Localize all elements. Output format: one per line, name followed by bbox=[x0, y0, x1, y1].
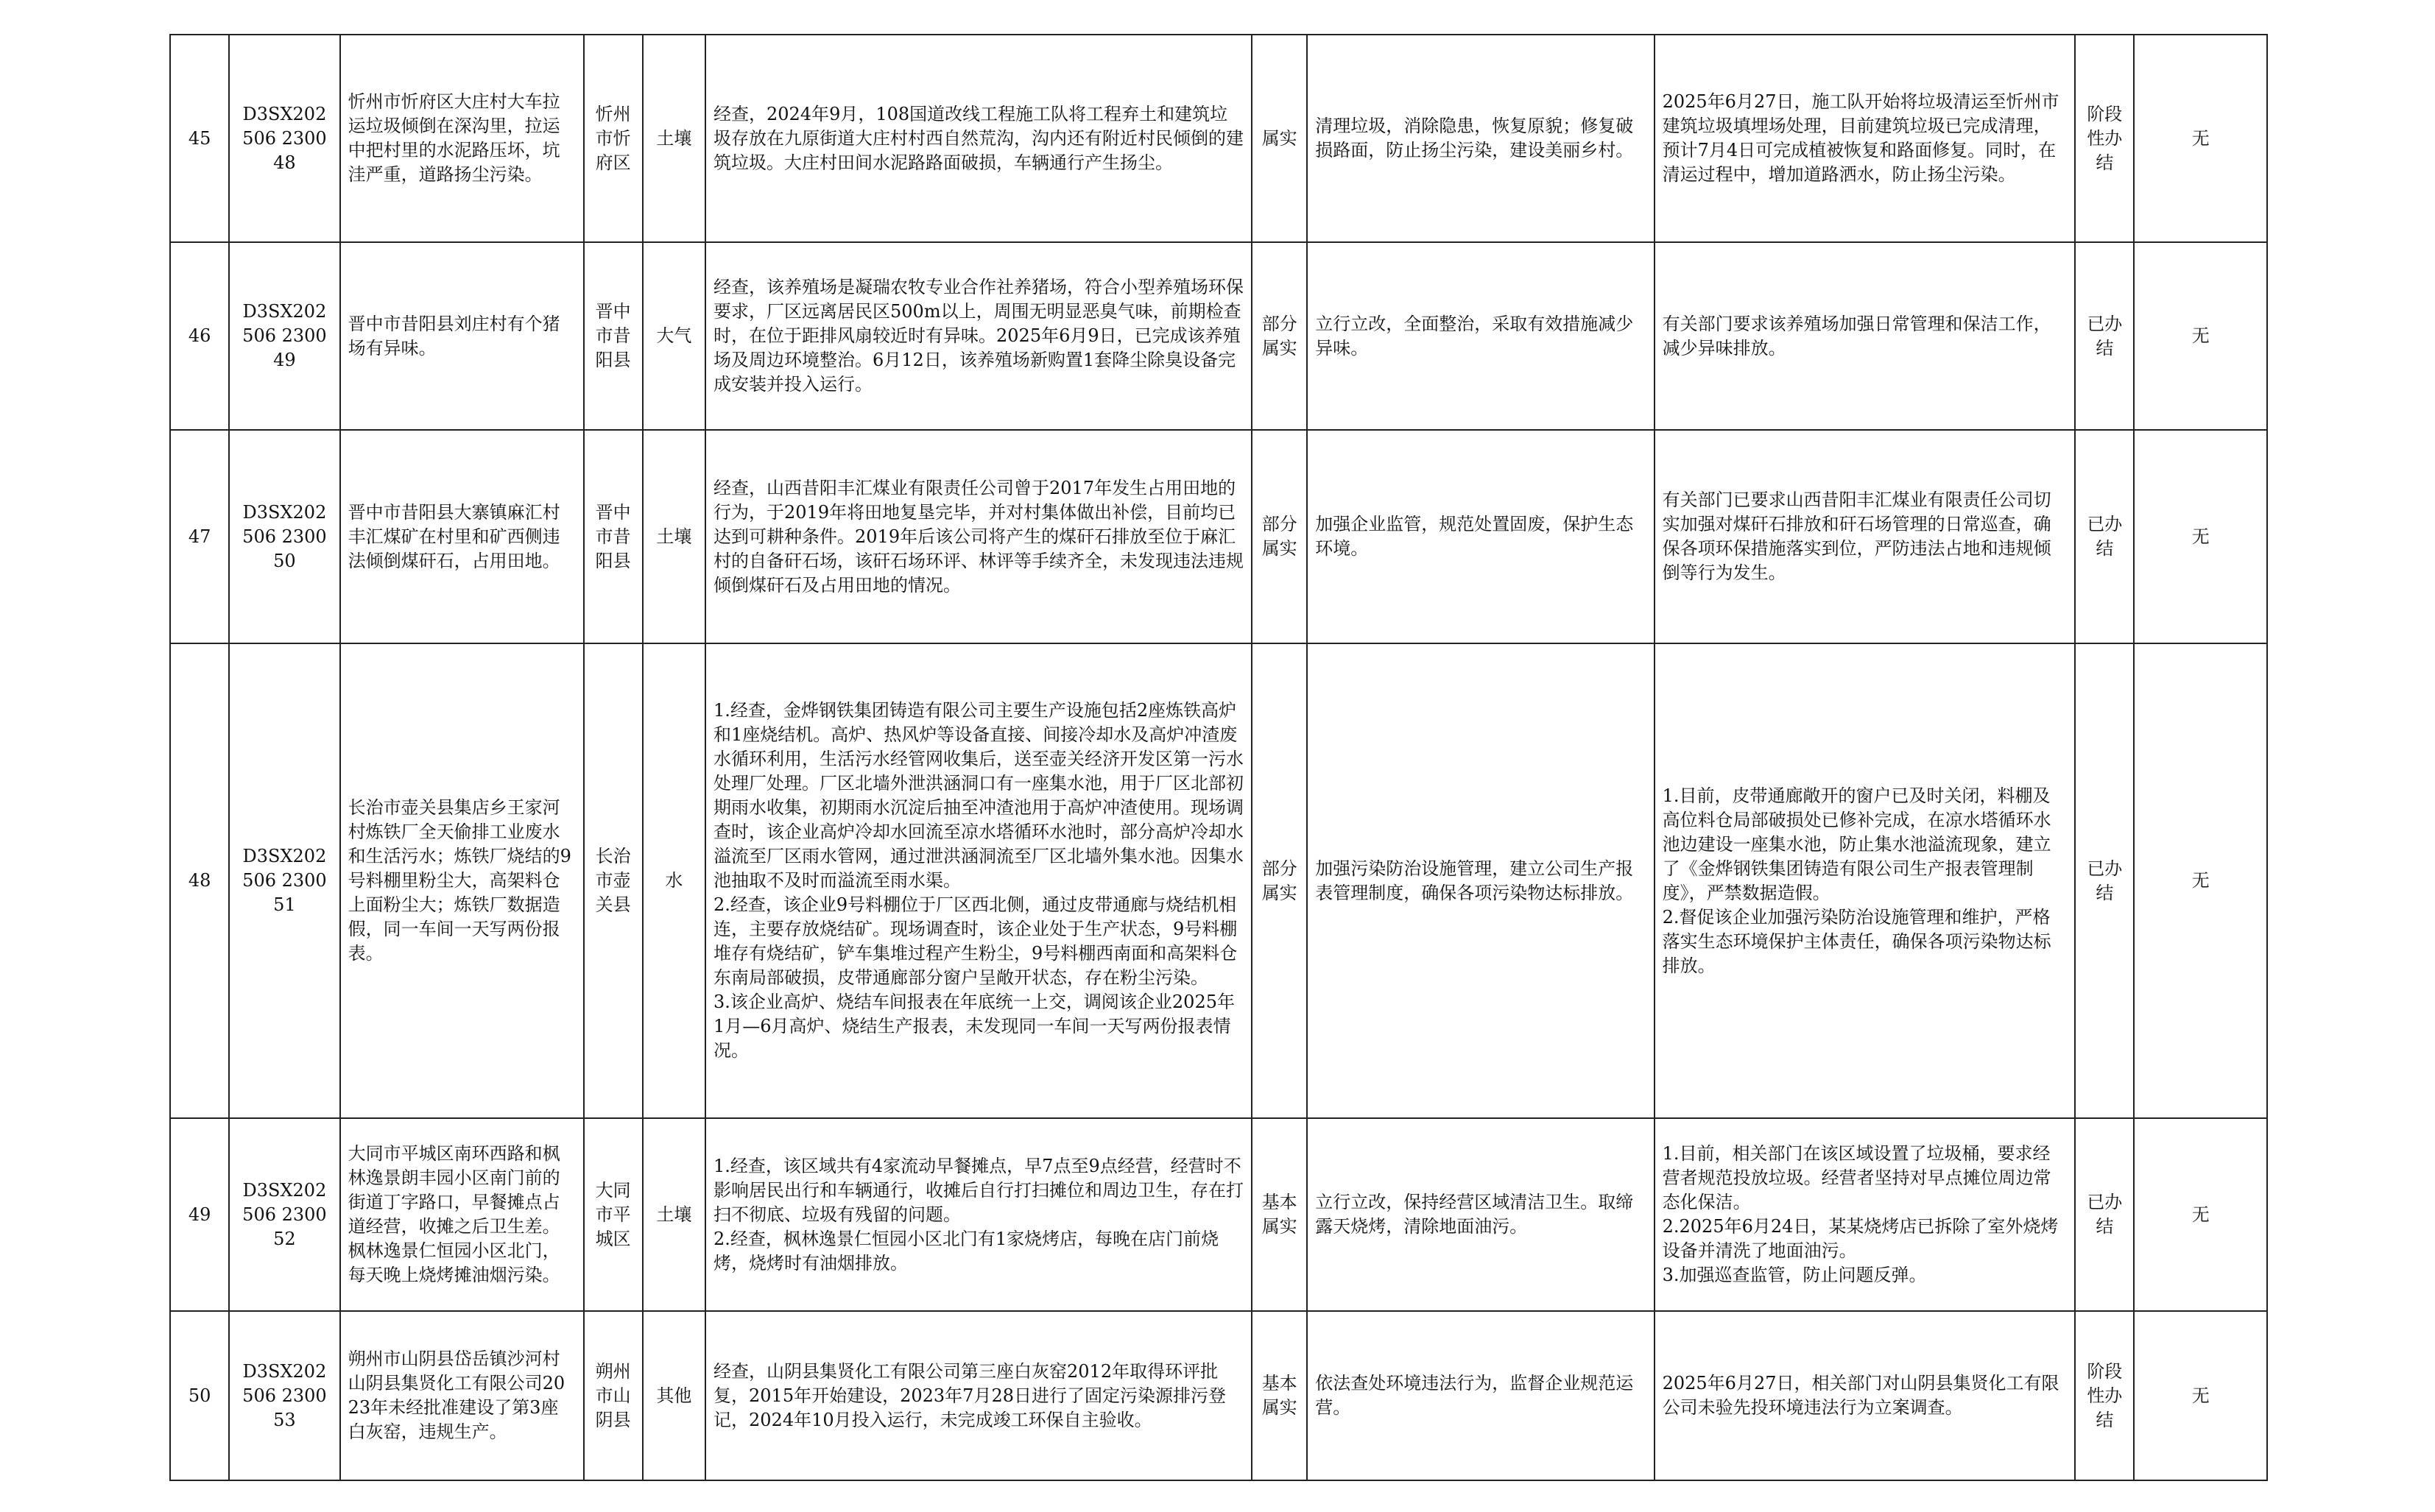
pollution-category: 土壤 bbox=[643, 430, 705, 643]
rectification-result: 有关部门已要求山西昔阳丰汇煤业有限责任公司切实加强对煤矸石排放和矸石场管理的日常巡查，确保各项环保措施落实到位，严防违法占地和违规倾倒等行为发生。 bbox=[1655, 430, 2076, 643]
row-number: 46 bbox=[170, 242, 229, 430]
table-row bbox=[170, 1118, 2267, 1311]
city-district: 朔州市山阴县 bbox=[584, 1311, 643, 1480]
rectification-result: 有关部门要求该养殖场加强日常管理和保洁工作，减少异味排放。 bbox=[1655, 242, 2076, 430]
rectification-requirement: 立行立改，保持经营区域清洁卫生。取缔露天烧烤，清除地面油污。 bbox=[1307, 1118, 1654, 1311]
row-number: 49 bbox=[170, 1118, 229, 1311]
rectification-result: 2025年6月27日，施工队开始将垃圾清运至忻州市建筑垃圾填埋场处理，目前建筑垃圾已完成清理，预计7月4日可完成植被恢复和路面修复。同时，在清运过程中，增加道路洒水，防止扬尘污染。 bbox=[1655, 35, 2076, 242]
case-code: D3SX202506 230053 bbox=[229, 1311, 339, 1480]
row-number: 48 bbox=[170, 643, 229, 1118]
investigation-finding: 经查，2024年9月，108国道改线工程施工队将工程弃土和建筑垃圾存放在九原街道大庄村村西自然荒沟，沟内还有附近村民倾倒的建筑垃圾。大庄村田间水泥路路面破损，车辆通行产生扬尘。 bbox=[705, 35, 1252, 242]
table-row bbox=[170, 430, 2267, 643]
case-code: D3SX202506 230050 bbox=[229, 430, 339, 643]
pollution-category: 土壤 bbox=[643, 1118, 705, 1311]
accountability-note: 无 bbox=[2134, 430, 2267, 643]
problem-text: 晋中市昔阳县刘庄村有个猪场有异味。 bbox=[340, 242, 584, 430]
verdict: 部分属实 bbox=[1252, 643, 1307, 1118]
table-row bbox=[170, 242, 2267, 430]
verdict: 部分属实 bbox=[1252, 430, 1307, 643]
rectification-result: 1.目前，相关部门在该区域设置了垃圾桶，要求经营者规范投放垃圾。经营者坚持对早点摊位周边常态化保洁。 2.2025年6月24日，某某烧烤店已拆除了室外烧烤设备并清洗了地面油污。 3.加强巡查监管，防止问题反弹。 bbox=[1655, 1118, 2076, 1311]
problem-text: 大同市平城区南环西路和枫林逸景朗丰园小区南门前的街道丁字路口，早餐摊点占道经营，收摊之后卫生差。枫林逸景仁恒园小区北门，每天晚上烧烤摊油烟污染。 bbox=[340, 1118, 584, 1311]
verdict: 属实 bbox=[1252, 35, 1307, 242]
rectification-result: 1.目前，皮带通廊敞开的窗户已及时关闭，料棚及高位料仓局部破损处已修补完成，在凉水塔循环水池边建设一座集水池，防止集水池溢流现象，建立了《金烨钢铁集团铸造有限公司生产报表管理制度》，严禁数据造假。 2.督促该企业加强污染防治设施管理和维护，严格落实生态环境保护主体责任，确保各项污染物达标排放。 bbox=[1655, 643, 2076, 1118]
rectification-requirement: 依法查处环境违法行为，监督企业规范运营。 bbox=[1307, 1311, 1654, 1480]
accountability-note: 无 bbox=[2134, 35, 2267, 242]
rectification-requirement: 加强企业监管，规范处置固废，保护生态环境。 bbox=[1307, 430, 1654, 643]
rectification-requirement: 立行立改，全面整治，采取有效措施减少异味。 bbox=[1307, 242, 1654, 430]
city-district: 大同市平城区 bbox=[584, 1118, 643, 1311]
accountability-note: 无 bbox=[2134, 1118, 2267, 1311]
rectification-result: 2025年6月27日，相关部门对山阴县集贤化工有限公司未验先投环境违法行为立案调查。 bbox=[1655, 1311, 2076, 1480]
investigation-finding: 经查，该养殖场是凝瑞农牧专业合作社养猪场，符合小型养殖场环保要求，厂区远离居民区500m以上，周围无明显恶臭气味，前期检查时，在位于距排风扇较近时有异味。2025年6月9日，已完成该养殖场及周边环境整治。6月12日，该养殖场新购置1套降尘除臭设备完成安装并投入运行。 bbox=[705, 242, 1252, 430]
accountability-note: 无 bbox=[2134, 1311, 2267, 1480]
case-status: 已办结 bbox=[2075, 242, 2134, 430]
complaint-table bbox=[169, 34, 2268, 1481]
problem-text: 长治市壶关县集店乡王家河村炼铁厂全天偷排工业废水和生活污水；炼铁厂烧结的9号料棚里粉尘大，高架料仓上面粉尘大；炼铁厂数据造假，同一车间一天写两份报表。 bbox=[340, 643, 584, 1118]
city-district: 晋中市昔阳县 bbox=[584, 430, 643, 643]
table-row bbox=[170, 1311, 2267, 1480]
problem-text: 忻州市忻府区大庄村大车拉运垃圾倾倒在深沟里，拉运中把村里的水泥路压坏，坑洼严重，道路扬尘污染。 bbox=[340, 35, 584, 242]
city-district: 长治市壶关县 bbox=[584, 643, 643, 1118]
case-status: 已办结 bbox=[2075, 643, 2134, 1118]
table-row bbox=[170, 35, 2267, 242]
pollution-category: 其他 bbox=[643, 1311, 705, 1480]
city-district: 忻州市忻府区 bbox=[584, 35, 643, 242]
pollution-category: 土壤 bbox=[643, 35, 705, 242]
case-status: 已办结 bbox=[2075, 430, 2134, 643]
row-number: 47 bbox=[170, 430, 229, 643]
verdict: 基本属实 bbox=[1252, 1311, 1307, 1480]
investigation-finding: 经查，山阴县集贤化工有限公司第三座白灰窑2012年取得环评批复，2015年开始建设，2023年7月28日进行了固定污染源排污登记，2024年10月投入运行，未完成竣工环保自主验收。 bbox=[705, 1311, 1252, 1480]
investigation-finding: 1.经查，该区域共有4家流动早餐摊点，早7点至9点经营，经营时不影响居民出行和车辆通行，收摊后自行打扫摊位和周边卫生，存在打扫不彻底、垃圾有残留的问题。 2.经查，枫林逸景仁恒园小区北门有1家烧烤店，每晚在店门前烧烤，烧烤时有油烟排放。 bbox=[705, 1118, 1252, 1311]
pollution-category: 大气 bbox=[643, 242, 705, 430]
case-status: 阶段性办结 bbox=[2075, 35, 2134, 242]
case-code: D3SX202506 230049 bbox=[229, 242, 339, 430]
case-code: D3SX202506 230051 bbox=[229, 643, 339, 1118]
verdict: 部分属实 bbox=[1252, 242, 1307, 430]
pollution-category: 水 bbox=[643, 643, 705, 1118]
investigation-finding: 经查，山西昔阳丰汇煤业有限责任公司曾于2017年发生占用田地的行为，于2019年将田地复垦完毕，并对村集体做出补偿，目前均已达到可耕种条件。2019年后该公司将产生的煤矸石排放至位于麻汇村的自备矸石场，该矸石场环评、林评等手续齐全，未发现违法违规倾倒煤矸石及占用田地的情况。 bbox=[705, 430, 1252, 643]
case-code: D3SX202506 230052 bbox=[229, 1118, 339, 1311]
case-status: 已办结 bbox=[2075, 1118, 2134, 1311]
verdict: 基本属实 bbox=[1252, 1118, 1307, 1311]
investigation-finding: 1.经查，金烨钢铁集团铸造有限公司主要生产设施包括2座炼铁高炉和1座烧结机。高炉、热风炉等设备直接、间接冷却水及高炉冲渣废水循环利用，生活污水经管网收集后，送至壶关经济开发区第一污水处理厂处理。厂区北墙外泄洪涵洞口有一座集水池，用于厂区北部初期雨水收集，初期雨水沉淀后抽至冲渣池用于高炉冲渣使用。现场调查时，该企业高炉冷却水回流至凉水塔循环水池时，部分高炉冷却水溢流至厂区雨水管网，通过泄洪涵洞流至厂区北墙外集水池。因集水池抽取不及时而溢流至雨水渠。 2.经查，该企业9号料棚位于厂区西北侧，通过皮带通廊与烧结机相连，主要存放烧结矿。现场调查时，该企业处于生产状态，9号料棚堆存有烧结矿，铲车集堆过程产生粉尘，9号料棚西南面和高架料仓东南局部破损，皮带通廊部分窗户呈敞开状态，存在粉尘污染。 3.该企业高炉、烧结车间报表在年底统一上交，调阅该企业2025年1月—6月高炉、烧结生产报表，未发现同一车间一天写两份报表情况。 bbox=[705, 643, 1252, 1118]
rectification-requirement: 清理垃圾，消除隐患，恢复原貌；修复破损路面，防止扬尘污染，建设美丽乡村。 bbox=[1307, 35, 1654, 242]
problem-text: 朔州市山阴县岱岳镇沙河村山阴县集贤化工有限公司2023年未经批准建设了第3座白灰窑，违规生产。 bbox=[340, 1311, 584, 1480]
row-number: 45 bbox=[170, 35, 229, 242]
accountability-note: 无 bbox=[2134, 242, 2267, 430]
problem-text: 晋中市昔阳县大寨镇麻汇村丰汇煤矿在村里和矿西侧违法倾倒煤矸石，占用田地。 bbox=[340, 430, 584, 643]
city-district: 晋中市昔阳县 bbox=[584, 242, 643, 430]
accountability-note: 无 bbox=[2134, 643, 2267, 1118]
rectification-requirement: 加强污染防治设施管理，建立公司生产报表管理制度，确保各项污染物达标排放。 bbox=[1307, 643, 1654, 1118]
row-number: 50 bbox=[170, 1311, 229, 1480]
case-status: 阶段性办结 bbox=[2075, 1311, 2134, 1480]
table-row bbox=[170, 643, 2267, 1118]
case-code: D3SX202506 230048 bbox=[229, 35, 339, 242]
